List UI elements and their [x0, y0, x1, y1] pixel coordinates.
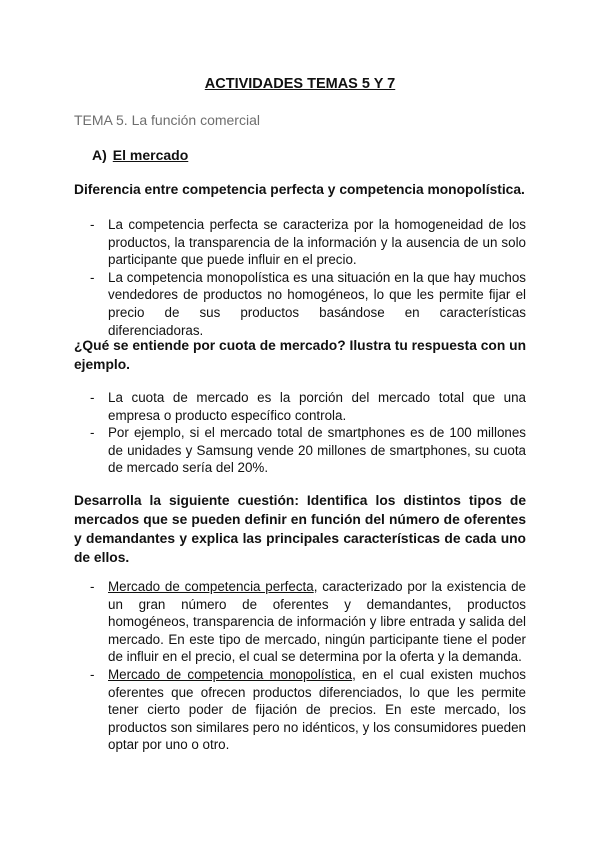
dash-bullet: - — [90, 217, 95, 232]
dash-bullet: - — [90, 425, 95, 441]
dash-bullet: - — [90, 269, 95, 285]
list-item — [0, 666, 526, 754]
question-3-answer-list — [0, 578, 600, 754]
list-item — [0, 269, 526, 339]
question-1-answer-list — [0, 216, 600, 339]
question-2-answer-list — [0, 389, 600, 477]
section-letter: A) — [92, 147, 107, 163]
list-item-text: La cuota de mercado es la porción del mercado total que una empresa o producto específico controla. — [108, 390, 526, 423]
question-3-heading: Desarrolla la siguiente cuestión: Identifica los distintos tipos de mercados que se pueden definir en función del número de oferentes y demandantes y explica las principales características de cada uno de ellos. — [74, 493, 526, 565]
section-label: El mercado — [112, 147, 189, 163]
dash-bullet: - — [90, 390, 95, 405]
dash-bullet: - — [90, 666, 95, 682]
dash-bullet: - — [90, 579, 95, 594]
list-item — [0, 389, 526, 424]
list-item-text: La competencia monopolística es una situación en la que hay muchos vendedores de productos no homogéneos, lo que les permite fijar el precio de sus productos basándose en características diferenciadoras. — [108, 269, 526, 338]
market-type-term: Mercado de competencia monopolística — [108, 666, 353, 682]
list-item-text: , en el cual existen muchos oferentes que ofrecen productos diferenciados, lo que les permite tener cierto poder de fijación de precios. En este mercado, los productos son similares pero no idénticos, y los consumidores pueden optar por uno o otro. — [108, 666, 526, 753]
list-item — [0, 424, 526, 477]
document-title: ACTIVIDADES TEMAS 5 Y 7 — [204, 76, 396, 92]
topic-subtitle: TEMA 5. La función comercial — [74, 112, 260, 128]
list-item-text: , caracterizado por la existencia de un gran número de oferentes y demandantes, productos homogéneos, transparencia de información y libre entrada y salida del mercado. En este tipo de mercado, ningún participante tiene el poder de influir en el precio, el cual se determina por la oferta y la demanda. — [108, 579, 527, 665]
list-item-text: Por ejemplo, si el mercado total de smartphones es de 100 millones de unidades y Samsung vende 20 millones de smartphones, su cuota de mercado sería del 20%. — [108, 425, 526, 476]
market-type-term: Mercado de competencia perfecta — [108, 579, 314, 594]
question-1-heading: Diferencia entre competencia perfecta y competencia monopolística. — [74, 182, 525, 197]
section-heading — [92, 147, 188, 163]
list-item — [0, 216, 526, 269]
question-2-heading: ¿Qué se entiende por cuota de mercado? Ilustra tu respuesta con un ejemplo. — [74, 338, 526, 372]
list-item-text: La competencia perfecta se caracteriza por la homogeneidad de los productos, la transparencia de la información y la ausencia de un solo participante que puede influir en el precio. — [108, 217, 526, 268]
list-item — [0, 578, 526, 666]
